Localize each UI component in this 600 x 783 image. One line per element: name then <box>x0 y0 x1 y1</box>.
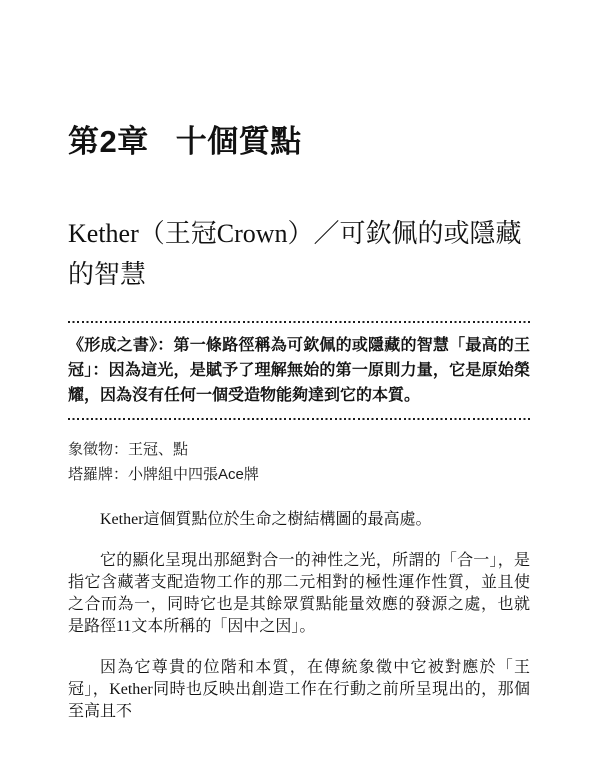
quote-block <box>68 321 530 420</box>
chapter-number: 第2章 <box>68 124 149 159</box>
attribute-line-symbols: 象徵物：王冠、點 <box>68 441 189 458</box>
body-text <box>68 509 530 723</box>
body-paragraph-2: 它的顯化呈現出那絕對合一的神性之光，所謂的「合一」，是指它含藏著支配造物工作的那二元相對的極性運作性質，並且使之合而為一，同時它也是其餘眾質點能量效應的發源之處，也就是路徑11文本所稱的「因中之因」。 <box>68 552 530 635</box>
body-paragraph-3: 因為它尊貴的位階和本質，在傳統象徵中它被對應於「王冠」，Kether同時也反映出創造工作在行動之前所呈現出的，那個至高且不 <box>68 659 530 720</box>
dotted-divider-bottom <box>68 418 530 420</box>
chapter-name: 十個質點 <box>175 124 302 159</box>
attribute-line-tarot: 塔羅牌：小牌組中四張Ace牌 <box>68 466 259 483</box>
body-paragraph-1: Kether這個質點位於生命之樹結構圖的最高處。 <box>100 511 432 528</box>
section-heading: Kether（王冠Crown）／可欽佩的或隱藏的智慧 <box>68 219 522 289</box>
quote-text: 《形成之書》：第一條路徑稱為可欽佩的或隱藏的智慧「最高的王冠」：因為這光，是賦予了理解無始的第一原則力量，它是原始榮耀，因為沒有任何一個受造物能夠達到它的本質。 <box>68 337 530 404</box>
attribute-list <box>68 437 530 487</box>
chapter-title <box>68 124 530 160</box>
